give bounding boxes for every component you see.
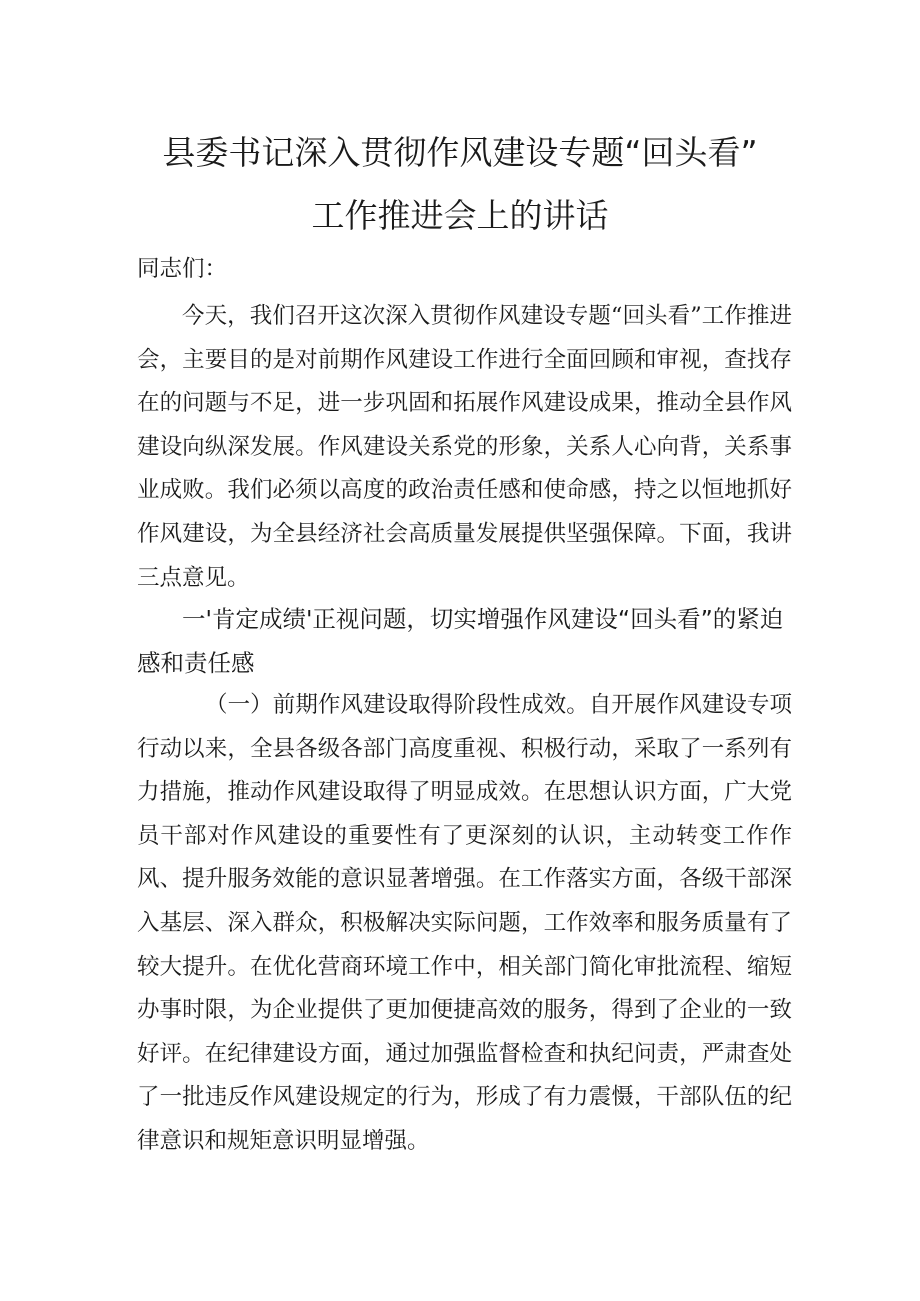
section-heading-1: 一'肯定成绩'正视问题，切实增强作风建设“回头看”的紧迫感和责任感 bbox=[137, 605, 784, 677]
paragraph-intro: 今天，我们召开这次深入贯彻作风建设专题“回头看”工作推进会，主要目的是对前期作风建设工作进行全面回顾和审视，查找存在的问题与不足，进一步巩固和拓展作风建设成果，推动全县作风建设向纵深发展。作风建设关系党的形象，关系人心向背，关系事业成败。我们必须以高度的政治责任感和使命感，持之以恒地抓好作风建设，为全县经济社会高质量发展提供坚强保障。下面，我讲三点意见。 bbox=[137, 303, 792, 591]
salutation: 同志们： bbox=[137, 256, 228, 282]
document-title-line-1: 县委书记深入贯彻作风建设专题“回头看” bbox=[162, 133, 758, 172]
paragraph-achievements: （一）前期作风建设取得阶段性成效。自开展作风建设专项行动以来，全县各级各部门高度重视、积极行动，采取了一系列有力措施，推动作风建设取得了明显成效。在思想认识方面，广大党员干部对作风建设的重要性有了更深刻的认识，主动转变工作作风、提升服务效能的意识显著增强。在工作落实方面，各级干部深入基层、深入群众，积极解决实际问题，工作效率和服务质量有了较大提升。在优化营商环境工作中，相关部门简化审批流程、缩短办事时限，为企业提供了更加便捷高效的服务，得到了企业的一致好评。在纪律建设方面，通过加强监督检查和执纪问责，严肃查处了一批违反作风建设规定的行为，形成了有力震慑，干部队伍的纪律意识和规矩意识明显增强。 bbox=[137, 692, 792, 1154]
document-title-line-2: 工作推进会上的讲话 bbox=[311, 196, 609, 235]
